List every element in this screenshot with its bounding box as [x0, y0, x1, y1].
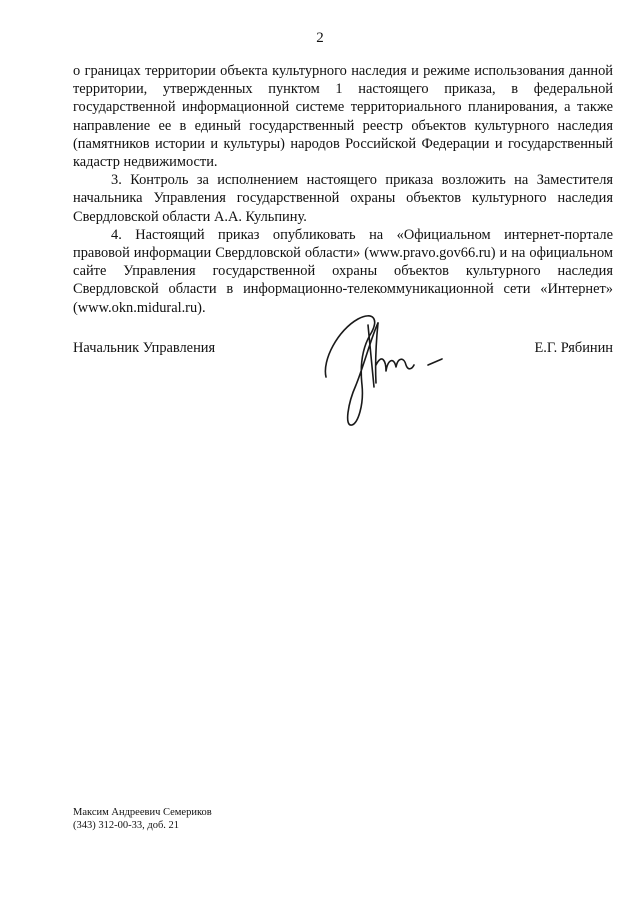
signatory-title: Начальник Управления	[73, 340, 216, 356]
document-body	[73, 62, 613, 317]
executor-phone: (343) 312-00-33, доб. 21	[73, 820, 180, 831]
paragraph-continuation: о границах территории объекта культурного наследия и режиме использования данной территории, утвержденных пунктом 1 настоящего приказа, в федеральной государственной информационной системе территориального планирования, а также направление ее в единый государственный реестр объектов культурного наследия (памятников истории и культуры) народов Российской Федерации и государственный кадастр недвижимости.	[73, 63, 613, 171]
executor-name: Максим Андреевич Семериков	[73, 807, 212, 818]
signatory-name: Е.Г. Рябинин	[534, 340, 613, 356]
paragraph-4: 4. Настоящий приказ опубликовать на «Официальном интернет-портале правовой информации Свердловской области» (www.pravo.gov66.ru) и на официальном сайте Управления государственной охраны объектов культурного наследия Свердловской области в информационно-телекоммуникационной сети «Интернет» (www.okn.midural.ru).	[73, 226, 613, 316]
page-number: 2	[316, 30, 324, 46]
handwritten-signature	[318, 305, 458, 435]
executor-footer	[73, 806, 212, 832]
paragraph-3: 3. Контроль за исполнением настоящего приказа возложить на Заместителя начальника Управления государственной охраны объектов культурного наследия Свердловской области А.А. Кульпину.	[73, 172, 613, 225]
